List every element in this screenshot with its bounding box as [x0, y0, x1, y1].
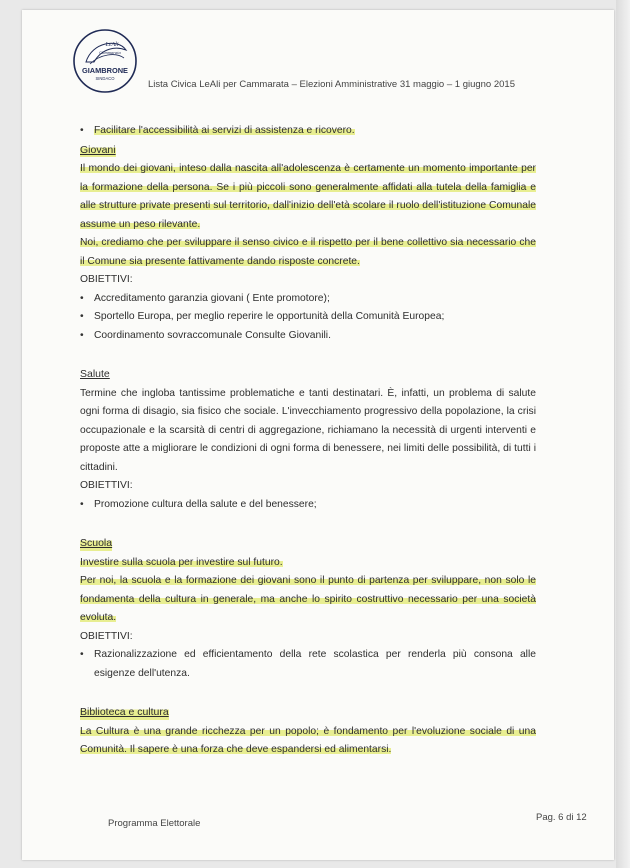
logo-top-text: LeAli [105, 42, 119, 48]
header-title: Lista Civica LeAli per Cammarata – Elezioni Amministrative 31 maggio – 1 giugno 2015 [148, 79, 515, 90]
section-scuola [80, 534, 536, 683]
logo-top-text-2: Cammarata [99, 50, 121, 55]
giovani-p2-text: Noi, crediamo che per sviluppare il senso civico e il rispetto per il bene collettivo sia necessario che il Comune sia presente fattivamente dando risposte concrete. [80, 237, 536, 267]
section-title-giovani: Giovani [80, 141, 116, 160]
intro-bullet-text: Facilitare l'accessibilità ai servizi di assistenza e ricovero. [94, 125, 355, 136]
list-item: • Promozione cultura della salute e del benessere; [80, 496, 536, 515]
list-item: • Razionalizzazione ed efficientamento della rete scolastica per renderla più consona alle esigenze dell'utenza. [80, 646, 536, 683]
giovani-paragraph-2 [80, 234, 536, 271]
list-item: • Accreditamento garanzia giovani ( Ente promotore); [80, 290, 536, 309]
list-item [80, 122, 536, 141]
page-number: Pag. 6 di 12 [536, 812, 587, 823]
salute-objectives-list [80, 496, 536, 515]
giovani-p1-text: Il mondo dei giovani, inteso dalla nascita all'adolescenza è certamente un momento importante per la formazione della persona. Se i più piccoli sono generalmente affidati alla tutela della famiglia e alle strutture private presenti sul territorio, dall'inizio dell'età scolare il ruolo dell'istituzione Comunale assume un peso rilevante. [80, 163, 536, 230]
logo-emblem-icon [72, 28, 138, 94]
list-item: • Sportello Europa, per meglio reperire le opportunità della Comunità Europea; [80, 308, 536, 327]
section-title-biblioteca: Biblioteca e cultura [80, 703, 169, 722]
scuola-p2-text: Per noi, la scuola e la formazione dei giovani sono il punto di partenza per sviluppare, non solo le fondamenta della cultura in generale, ma anche lo spirito costruttivo necessario per una società evoluta. [80, 575, 536, 623]
scuola-obiettivi-label: OBIETTIVI: [80, 630, 133, 642]
intro-list [80, 122, 536, 141]
document-body [80, 122, 536, 760]
list-item: • Coordinamento sovraccomunale Consulte Giovanili. [80, 327, 536, 346]
salute-obiettivi-label: OBIETTIVI: [80, 480, 133, 491]
logo-name: GIAMBRONE [82, 66, 128, 75]
scuola-objectives-list [80, 646, 536, 683]
footer-left: Programma Elettorale [108, 818, 201, 829]
logo-role: SINDACO [95, 76, 115, 81]
scuola-p1-text: Investire sulla scuola per investire sul futuro. [80, 556, 283, 568]
giovani-objectives-list [80, 290, 536, 346]
section-title-scuola: Scuola [80, 534, 112, 553]
scuola-paragraph-2 [80, 572, 536, 628]
biblioteca-p1-text: La Cultura è una grande ricchezza per un popolo; è fondamento per l'evoluzione sociale di una Comunità. Il sapere è una forza che deve espandersi ed alimentarsi. [80, 725, 536, 755]
page-edge-shadow [616, 0, 630, 868]
section-salute [80, 365, 536, 514]
scuola-paragraph-1 [80, 554, 536, 573]
section-biblioteca [80, 703, 536, 760]
section-giovani [80, 141, 536, 346]
section-title-salute: Salute [80, 368, 110, 380]
giovani-obiettivi-label: OBIETTIVI: [80, 274, 133, 285]
salute-paragraph-1: Termine che ingloba tantissime problematiche e tanti destinatari. È, infatti, un problema di salute ogni forma di disagio, sia fisico che sociale. L'invecchiamento progressivo della popolazione, la crisi occupazionale e la scarsità di centri di aggregazione, richiamano la necessità di urgenti interventi e proposte atte a migliorare le condizioni di ogni forma di benessere, nei limiti delle possibilità, di tutti i cittadini. [80, 387, 536, 473]
giovani-paragraph-1 [80, 160, 536, 234]
biblioteca-paragraph-1 [80, 723, 536, 760]
logo [72, 28, 138, 94]
